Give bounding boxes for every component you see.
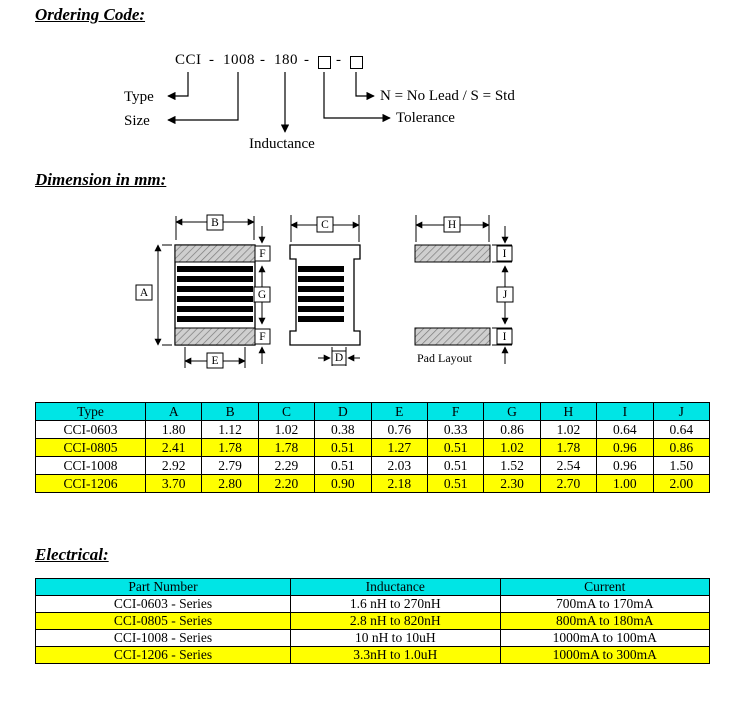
table-cell: 0.90 — [315, 475, 371, 493]
table-cell: 1.12 — [202, 421, 258, 439]
column-header: I — [597, 403, 653, 421]
table-cell: 1000mA to 100mA — [500, 630, 710, 647]
dim-label-F-bottom — [255, 329, 270, 344]
code-separator: - — [260, 52, 266, 68]
top-pad — [415, 245, 490, 262]
top-termination — [175, 245, 255, 262]
table-cell: 0.86 — [653, 439, 709, 457]
dim-label-I-top — [497, 246, 512, 261]
svg-text:H: H — [447, 219, 457, 231]
inductance-label: Inductance — [249, 136, 315, 152]
svg-text:D: D — [334, 352, 344, 364]
table-cell: 0.51 — [427, 475, 483, 493]
dim-label-F-top — [255, 246, 270, 261]
ordering-code-connector-lines — [0, 0, 744, 165]
table-cell: 0.51 — [427, 439, 483, 457]
svg-text:G: G — [257, 289, 267, 301]
tolerance-label: Tolerance — [396, 110, 455, 126]
table-cell: 0.51 — [427, 457, 483, 475]
table-cell: 2.70 — [540, 475, 596, 493]
dim-label-A — [136, 285, 152, 300]
column-header: B — [202, 403, 258, 421]
side-view — [290, 245, 360, 345]
dim-label-G — [254, 287, 270, 302]
table-cell: 800mA to 180mA — [500, 613, 710, 630]
column-header: Inductance — [291, 579, 501, 596]
code-size-value: 1008 — [223, 52, 255, 68]
type-connector-arrow — [168, 72, 188, 96]
code-inductance-value: 180 — [274, 52, 298, 68]
dim-label-J — [497, 287, 513, 302]
table-cell: CCI-0805 — [36, 439, 146, 457]
dim-label-H — [444, 217, 460, 232]
table-cell: 2.79 — [202, 457, 258, 475]
svg-text:B: B — [211, 217, 219, 229]
bottom-pad — [415, 328, 490, 345]
dimension-table — [35, 402, 710, 493]
lead-placeholder-box — [350, 56, 363, 69]
dim-label-E — [207, 353, 223, 368]
type-label: Type — [124, 89, 154, 105]
table-cell: 3.3nH to 1.0uH — [291, 647, 501, 664]
column-header: A — [146, 403, 202, 421]
dimension-table-header-row — [36, 403, 710, 421]
table-cell: 0.96 — [597, 457, 653, 475]
table-cell: 0.96 — [597, 439, 653, 457]
table-cell: CCI-0805 - Series — [36, 613, 291, 630]
dimension-heading: Dimension in mm: — [35, 170, 167, 189]
lead-label: N = No Lead / S = Std — [380, 88, 515, 104]
column-header: G — [484, 403, 540, 421]
table-cell: 2.80 — [202, 475, 258, 493]
pad-layout-caption: Pad Layout — [417, 351, 472, 365]
dim-label-I-bottom — [497, 329, 512, 344]
column-header: Part Number — [36, 579, 291, 596]
dim-label-D — [332, 351, 346, 365]
table-row — [36, 421, 710, 439]
column-header: E — [371, 403, 427, 421]
table-cell: 3.70 — [146, 475, 202, 493]
code-separator: - — [209, 52, 215, 68]
table-cell: 1.02 — [484, 439, 540, 457]
code-separator: - — [304, 52, 310, 68]
table-cell: 2.18 — [371, 475, 427, 493]
column-header: C — [258, 403, 314, 421]
table-cell: 1.50 — [653, 457, 709, 475]
front-view — [175, 245, 255, 345]
table-row — [36, 647, 710, 664]
svg-text:I: I — [502, 248, 507, 260]
size-label: Size — [124, 113, 150, 129]
table-cell: CCI-1206 - Series — [36, 647, 291, 664]
table-cell: 1.78 — [540, 439, 596, 457]
table-cell: 1000mA to 300mA — [500, 647, 710, 664]
table-row — [36, 439, 710, 457]
dimension-drawing — [0, 200, 744, 390]
table-cell: 1.78 — [258, 439, 314, 457]
table-cell: 1.02 — [258, 421, 314, 439]
column-header: Current — [500, 579, 710, 596]
table-cell: 0.38 — [315, 421, 371, 439]
table-cell: 0.51 — [315, 439, 371, 457]
table-cell: 0.64 — [653, 421, 709, 439]
table-cell: CCI-0603 — [36, 421, 146, 439]
electrical-heading: Electrical: — [35, 545, 109, 564]
table-row — [36, 596, 710, 613]
table-cell: 1.80 — [146, 421, 202, 439]
svg-text:C: C — [321, 219, 329, 231]
table-cell: CCI-1206 — [36, 475, 146, 493]
table-cell: 700mA to 170mA — [500, 596, 710, 613]
column-header: Type — [36, 403, 146, 421]
table-cell: 2.92 — [146, 457, 202, 475]
table-cell: 0.51 — [315, 457, 371, 475]
svg-text:F: F — [259, 248, 266, 260]
table-cell: 2.41 — [146, 439, 202, 457]
svg-text:I: I — [502, 331, 507, 343]
column-header: H — [540, 403, 596, 421]
table-cell: 2.00 — [653, 475, 709, 493]
table-cell: 2.29 — [258, 457, 314, 475]
side-body-outline — [290, 245, 360, 345]
table-cell: 2.8 nH to 820nH — [291, 613, 501, 630]
column-header: D — [315, 403, 371, 421]
table-cell: 0.33 — [427, 421, 483, 439]
table-cell: 0.64 — [597, 421, 653, 439]
code-type-value: CCI — [175, 52, 202, 68]
svg-text:J: J — [502, 289, 508, 301]
code-separator: - — [336, 52, 342, 68]
table-cell: 10 nH to 10uH — [291, 630, 501, 647]
table-cell: 1.00 — [597, 475, 653, 493]
table-cell: CCI-1008 - Series — [36, 630, 291, 647]
electrical-table-header-row — [36, 579, 710, 596]
lead-connector-arrow — [356, 72, 374, 96]
table-cell: 1.78 — [202, 439, 258, 457]
svg-text:E: E — [211, 355, 219, 367]
tolerance-placeholder-box — [318, 56, 331, 69]
dim-label-C — [317, 217, 333, 232]
svg-text:A: A — [139, 287, 149, 299]
table-cell: 2.03 — [371, 457, 427, 475]
table-row — [36, 457, 710, 475]
table-cell: 1.6 nH to 270nH — [291, 596, 501, 613]
pad-layout-view — [415, 245, 490, 345]
column-header: J — [653, 403, 709, 421]
dim-label-B — [207, 215, 223, 230]
table-row — [36, 613, 710, 630]
svg-text:F: F — [259, 331, 266, 343]
table-cell: 2.30 — [484, 475, 540, 493]
table-cell: 1.27 — [371, 439, 427, 457]
electrical-table — [35, 578, 710, 664]
table-cell: 2.20 — [258, 475, 314, 493]
column-header: F — [427, 403, 483, 421]
table-row — [36, 475, 710, 493]
table-cell: CCI-0603 - Series — [36, 596, 291, 613]
table-cell: 0.76 — [371, 421, 427, 439]
table-cell: 0.86 — [484, 421, 540, 439]
table-cell: 1.52 — [484, 457, 540, 475]
table-row — [36, 630, 710, 647]
table-cell: 2.54 — [540, 457, 596, 475]
table-cell: 1.02 — [540, 421, 596, 439]
bottom-termination — [175, 328, 255, 345]
table-cell: CCI-1008 — [36, 457, 146, 475]
ordering-code-heading: Ordering Code: — [35, 5, 146, 24]
